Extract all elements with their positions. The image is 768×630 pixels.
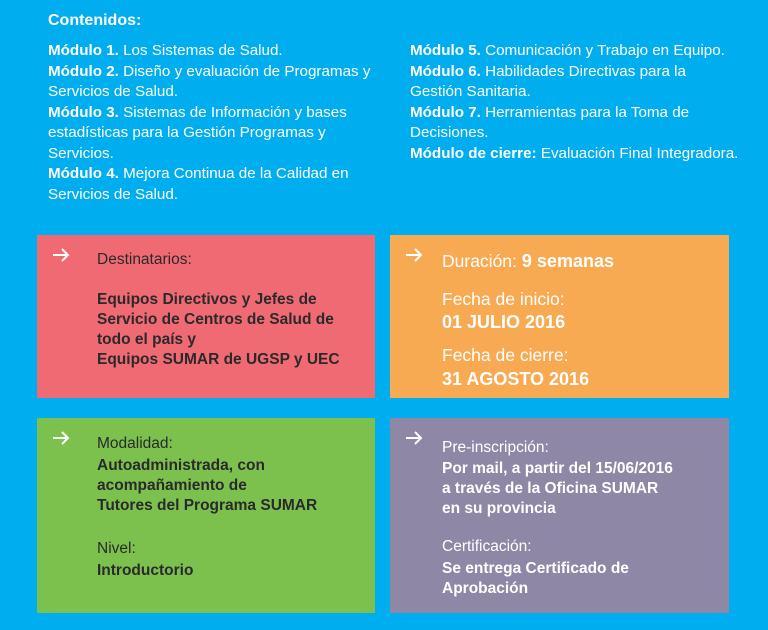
module-label: Módulo 6. — [410, 62, 481, 80]
module-closing — [410, 144, 740, 165]
duration-box — [390, 235, 729, 398]
registration-label: Pre-inscripción: — [442, 439, 549, 456]
module-label: Módulo 1. — [48, 42, 119, 59]
module-label: Módulo 2. — [48, 62, 119, 80]
duration-label: Duración: — [442, 251, 517, 271]
start-date-value: 01 JULIO 2016 — [442, 312, 566, 332]
module-2 — [48, 62, 373, 103]
level-value: Introductorio — [97, 562, 194, 579]
registration-line-2: a través de la Oficina SUMAR — [442, 480, 659, 497]
audience-line-4: Equipos SUMAR de UGSP y UEC — [97, 351, 340, 368]
start-date-label: Fecha de inicio: — [442, 289, 565, 309]
module-4 — [48, 164, 373, 205]
modality-box — [37, 418, 375, 613]
audience-box — [37, 235, 375, 398]
arrow-right-icon — [51, 428, 71, 448]
audience-line-3: todo el país y — [97, 331, 197, 348]
registration-line-1: Por mail, a partir del 15/06/2016 — [442, 460, 673, 477]
modality-line-3: Tutores del Programa SUMAR — [97, 497, 318, 514]
module-label: Módulo 7. — [410, 103, 481, 121]
module-5 — [410, 41, 740, 62]
duration-row — [442, 251, 614, 272]
module-text: Habilidades Directivas para la Gestión Sanitaria. — [410, 62, 687, 100]
certification-line-2: Aprobación — [442, 580, 529, 597]
module-label: Módulo 4. — [48, 165, 119, 182]
modality-line-1: Autoadministrada, con — [97, 457, 265, 474]
arrow-right-icon — [404, 245, 424, 265]
module-text: Herramientas para la Toma de Decisiones. — [410, 103, 690, 141]
end-date-value: 31 AGOSTO 2016 — [442, 369, 590, 389]
modality-line-2: acompañamiento de — [97, 477, 247, 494]
module-text: Evaluación Final Integradora. — [536, 144, 739, 162]
module-label: Módulo de cierre: — [410, 144, 537, 162]
arrow-right-icon — [404, 428, 424, 448]
module-1 — [48, 41, 373, 62]
module-6 — [410, 62, 740, 103]
modality-label: Modalidad: — [97, 435, 173, 452]
modules-left-column — [48, 41, 373, 205]
module-text: Diseño y evaluación de Programas y Servicios de Salud. — [48, 62, 371, 100]
audience-line-1: Equipos Directivos y Jefes de — [97, 291, 317, 308]
module-text: Los Sistemas de Salud. — [118, 42, 283, 59]
module-label: Módulo 3. — [48, 103, 119, 121]
module-label: Módulo 5. — [410, 42, 481, 59]
arrow-right-icon — [51, 245, 71, 265]
contents-title: Contenidos: — [48, 12, 142, 29]
end-date-label: Fecha de cierre: — [442, 345, 569, 365]
level-label: Nivel: — [97, 540, 136, 557]
modules-right-column — [410, 41, 740, 164]
registration-line-3: en su provincia — [442, 500, 556, 517]
module-text: Sistemas de Información y bases estadísticas para la Gestión Programas y Servicios. — [48, 103, 347, 162]
audience-label: Destinatarios: — [97, 251, 192, 268]
module-3 — [48, 103, 373, 165]
duration-value: 9 semanas — [516, 251, 614, 271]
audience-line-2: Servicio de Centros de Salud de — [97, 311, 334, 328]
certification-line-1: Se entrega Certificado de — [442, 560, 629, 577]
module-7 — [410, 103, 740, 144]
module-text: Mejora Continua de la Calidad en Servicios de Salud. — [48, 165, 349, 203]
certification-label: Certificación: — [442, 538, 532, 555]
module-text: Comunicación y Trabajo en Equipo. — [480, 42, 725, 59]
registration-box — [390, 418, 729, 613]
